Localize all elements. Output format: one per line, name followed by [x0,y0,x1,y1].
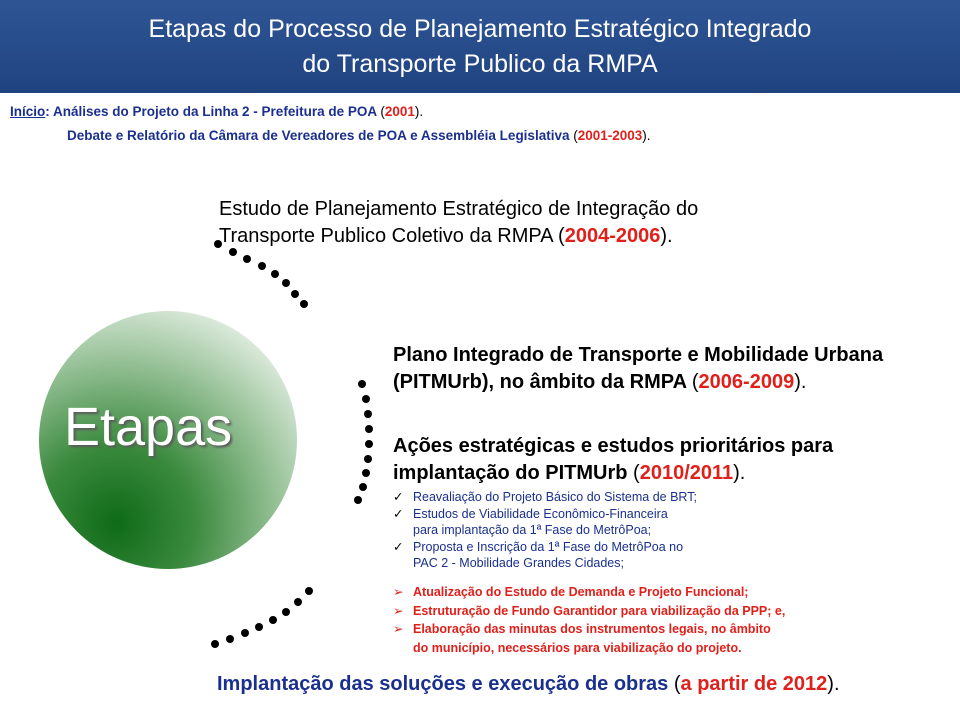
title-line-1: Etapas do Processo de Planejamento Estratégico Integrado [148,14,812,43]
list-item [393,583,785,602]
stage-2-line-2-text: (PITMUrb), no âmbito da RMPA [393,371,692,393]
paren: ). [827,673,840,695]
stage-3-line-2 [393,460,833,487]
intro-label: Início [10,104,46,119]
paren: ( [380,104,385,119]
check-icon: ✓ [393,539,404,554]
dot [269,616,277,624]
dot [354,496,362,504]
paren: ( [573,128,578,143]
list-item-continuation: do município, necessários para viabilização do projeto. [413,640,742,655]
dot [241,629,249,637]
dot [359,483,367,491]
stage-1-line-1: Estudo de Planejamento Estratégico de Integração do [219,198,699,220]
stage-2-line-1: Plano Integrado de Transporte e Mobilidade Urbana [393,344,884,366]
title-line-2: do Transporte Publico da RMPA [302,49,658,78]
stage-4-line-1: Implantação das soluções e execução de obras [217,673,674,695]
check-icon: ✓ [393,506,404,521]
paren: ). [794,371,807,393]
checklist [393,489,697,572]
stage-4-period: a partir de 2012 [680,673,828,695]
list-item-text: Atualização do Estudo de Demanda e Projeto Funcional; [413,585,749,599]
dot [365,425,373,433]
arrow-bullet-icon: ➢ [393,622,404,636]
paren: ). [642,128,651,143]
stage-4-text [217,671,840,698]
paren: ( [633,462,640,484]
paren: ). [733,462,746,484]
stage-3-line-1: Ações estratégicas e estudos prioritários para [393,435,834,457]
intro-year-2: 2001-2003 [577,128,643,143]
dot [243,255,251,263]
stage-1-text [219,196,698,250]
stage-3-line-2-text: implantação do PITMUrb [393,462,634,484]
list-item-text: Estudos de Viabilidade Econômico-Financeira [413,506,668,521]
intro-colon: : [45,104,50,119]
stage-3-text [393,433,833,487]
dot [271,270,279,278]
stage-1-period: 2004-2006 [564,225,661,247]
dot [364,410,372,418]
list-item [393,539,697,556]
list-item-text: Proposta e Inscrição da 1ª Fase do MetrôPoa no [413,539,684,554]
dot [362,395,370,403]
stage-2-text [393,342,883,396]
list-item-continuation: para implantação da 1ª Fase do MetrôPoa; [413,523,652,537]
dot [291,290,299,298]
list-item-text: Reavaliação do Projeto Básico do Sistema de BRT; [413,490,697,504]
intro-year-1: 2001 [384,104,415,119]
paren: ( [691,371,699,393]
paren: ). [660,225,673,247]
stage-2-period: 2006-2009 [698,371,795,393]
dot [305,587,313,595]
intro-line-2-text: Debate e Relatório da Câmara de Vereadores de POA e Assembléia Legislativa [67,128,574,143]
intro-line-1-text: Análises do Projeto da Linha 2 - Prefeitura de POA [49,104,381,119]
arrow-bullet-icon: ➢ [393,603,404,618]
dot [211,640,219,648]
dot [258,262,266,270]
list-item [393,489,697,506]
dot [362,469,370,477]
check-icon: ✓ [393,490,404,504]
stage-1-line-2 [219,223,698,250]
dot [255,623,263,631]
dot [226,635,234,643]
dot [300,300,308,308]
stage-1-line-2-text: Transporte Publico Coletivo da RMPA [219,225,559,247]
paren: ). [414,104,424,119]
dot [282,279,290,287]
dot [365,440,373,448]
stage-2-line-2 [393,369,883,396]
dot [294,598,302,606]
stage-3-period: 2010/2011 [639,462,734,484]
list-item-text: Estruturação de Fundo Garantidor para viabilização da PPP; e, [413,603,786,618]
paren: ( [673,673,681,695]
action-list [393,583,785,657]
circle-label: Etapas [64,397,233,457]
dot [364,455,372,463]
list-item [393,620,785,639]
dot [282,608,290,616]
list-item-text: Elaboração das minutas dos instrumentos legais, no âmbito [413,622,771,636]
list-item [393,602,785,621]
list-item-continuation: PAC 2 - Mobilidade Grandes Cidades; [413,556,624,570]
arrow-bullet-icon: ➢ [393,585,404,599]
list-item [393,506,697,523]
paren: ( [558,225,565,247]
dot [358,380,366,388]
